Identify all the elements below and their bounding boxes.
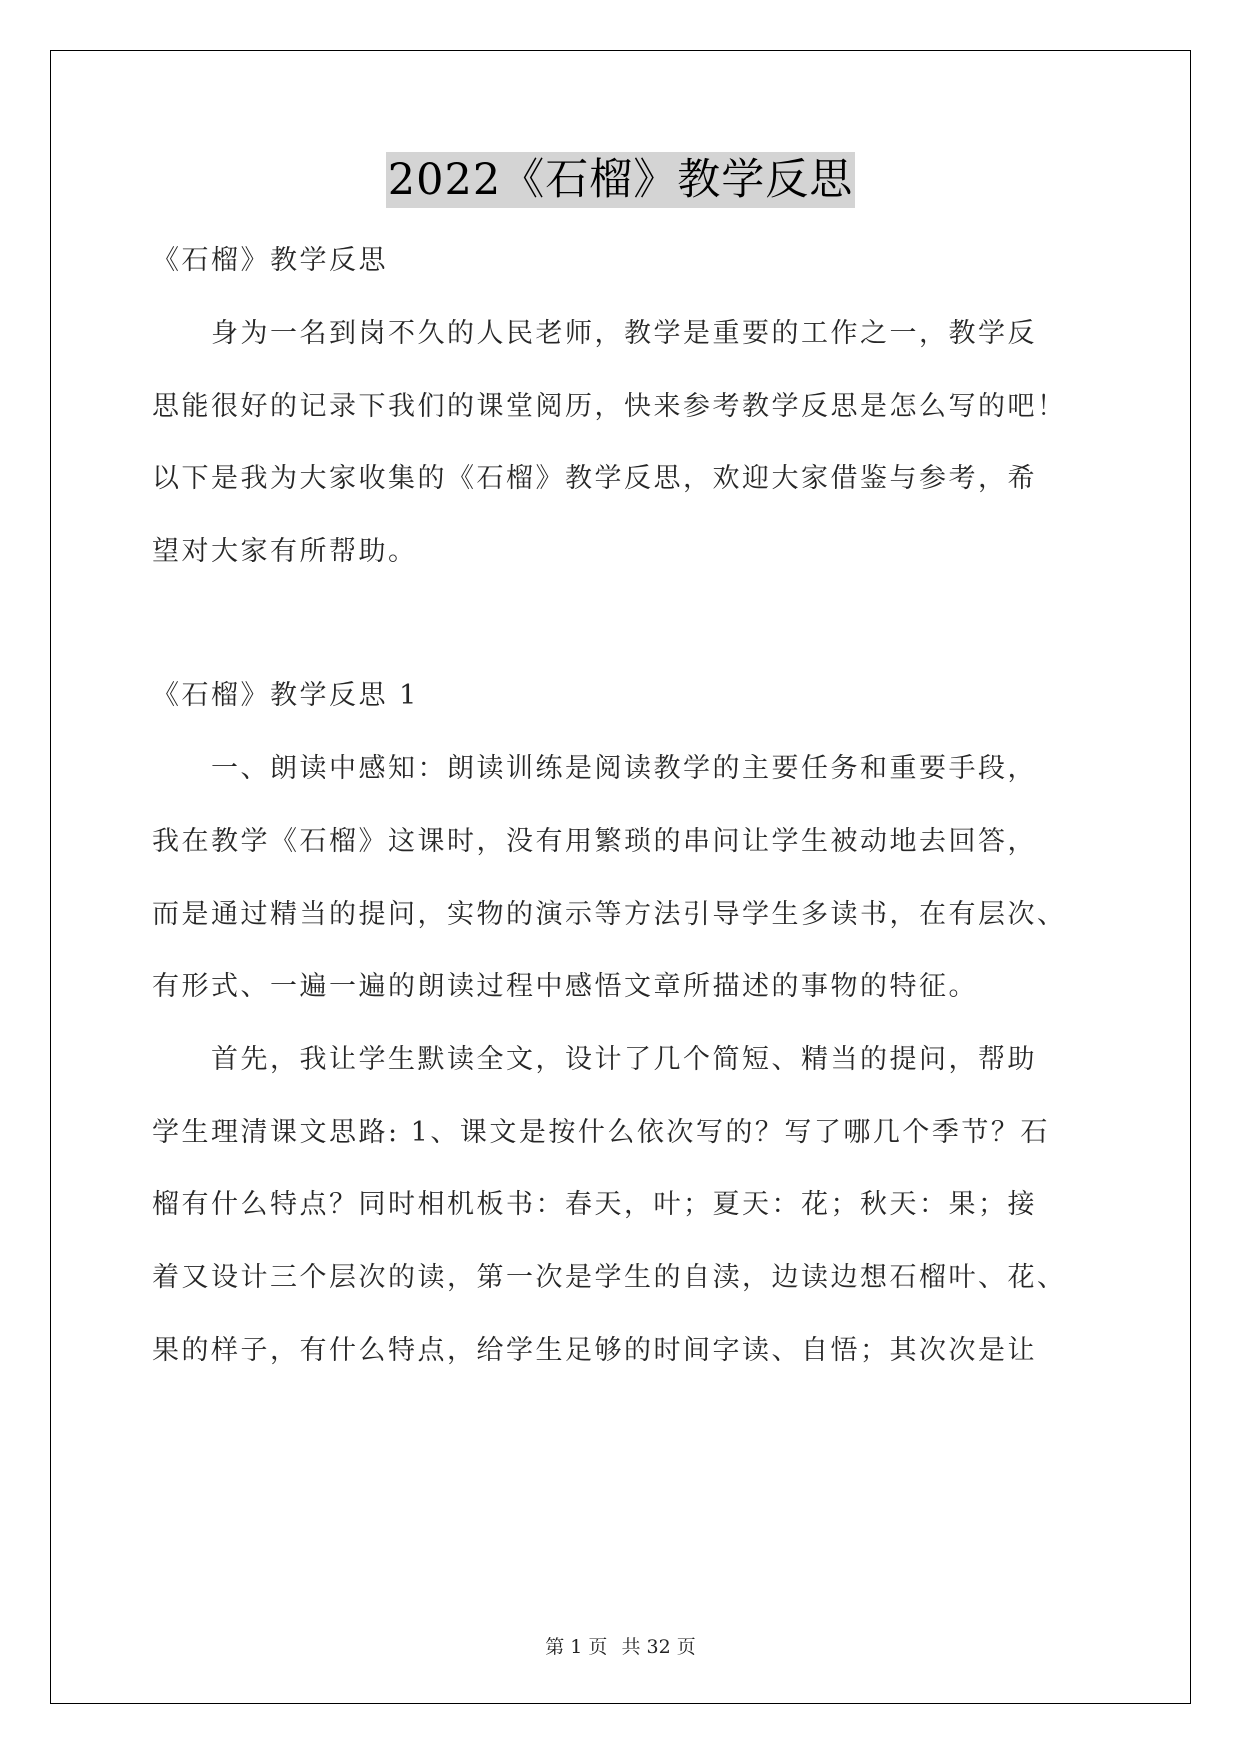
paragraph-line: 身为一名到岗不久的人民老师，教学是重要的工作之一，教学反 — [152, 318, 1037, 349]
paragraph-line: 有形式、一遍一遍的朗读过程中感悟文章所描述的事物的特征。 — [152, 971, 978, 1002]
paragraph-line: 果的样子，有什么特点，给学生足够的时间字读、自悟；其次次是让 — [152, 1335, 1037, 1366]
paragraph-line: 而是通过精当的提问，实物的演示等方法引导学生多读书，在有层次、 — [152, 899, 1067, 930]
paragraph-line: 首先，我让学生默读全文，设计了几个简短、精当的提问，帮助 — [152, 1044, 1037, 1075]
page-total: 共 32 页 — [621, 1636, 696, 1658]
subheading: 《石榴》教学反思 — [152, 245, 388, 276]
paragraph-line: 榴有什么特点？同时相机板书：春天，叶；夏天：花；秋天：果；接 — [152, 1189, 1037, 1220]
paragraph-line: 着又设计三个层次的读，第一次是学生的自渎，边读边想石榴叶、花、 — [152, 1262, 1067, 1293]
title-container — [0, 152, 1241, 208]
paragraph-line: 学生理清课文思路: 1、课文是按什么依次写的？写了哪几个季节？石 — [152, 1117, 1050, 1148]
section-heading: 《石榴》教学反思 1 — [152, 680, 419, 711]
page-border — [50, 50, 1191, 1704]
paragraph-line: 以下是我为大家收集的《石榴》教学反思，欢迎大家借鉴与参考，希 — [152, 463, 1037, 494]
paragraph-line: 我在教学《石榴》这课时，没有用繁琐的串问让学生被动地去回答， — [152, 826, 1037, 857]
document-title: 2022《石榴》教学反思 — [386, 152, 855, 208]
page-number: 第 1 页 — [545, 1636, 608, 1658]
page-footer — [0, 1632, 1241, 1659]
paragraph-line: 望对大家有所帮助。 — [152, 536, 418, 567]
paragraph-line: 思能很好的记录下我们的课堂阅历，快来参考教学反思是怎么写的吧！ — [152, 391, 1067, 422]
paragraph-line: 一、朗读中感知：朗读训练是阅读教学的主要任务和重要手段， — [152, 753, 1037, 784]
